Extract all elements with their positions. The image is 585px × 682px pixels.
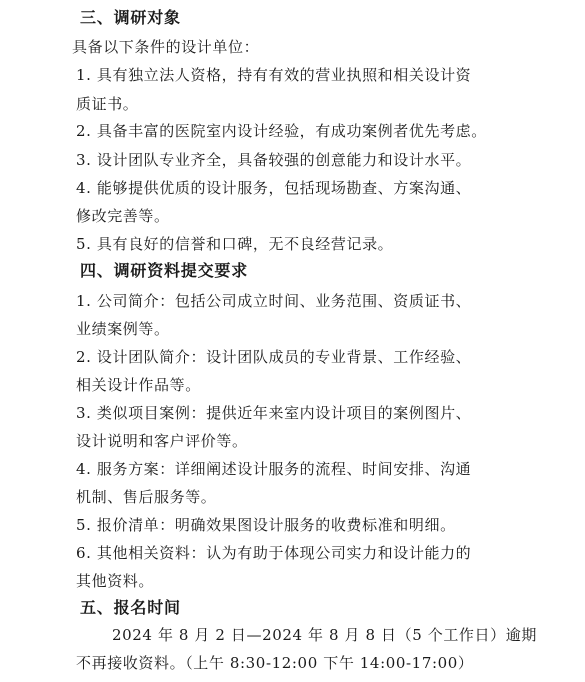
section-4-item-4-cont: 机制、售后服务等。 [76,488,217,506]
section-3-heading: 三、调研对象 [80,8,181,27]
section-4-item-5: 5. 报价清单：明确效果图设计服务的收费标准和明细。 [76,516,456,534]
section-4-item-3: 3. 类似项目案例：提供近年来室内设计项目的案例图片、 [76,404,472,422]
section-4-item-1: 1. 公司简介：包括公司成立时间、业务范围、资质证书、 [76,292,472,310]
section-4-item-6: 6. 其他相关资料：认为有助于体现公司实力和设计能力的 [76,544,472,562]
section-3-item-4-cont: 修改完善等。 [76,207,170,225]
section-4-item-3-cont: 设计说明和客户评价等。 [76,432,248,450]
registration-period-line-1: 2024 年 8 月 2 日—2024 年 8 月 8 日（5 个工作日）逾期 [112,626,537,644]
section-3-intro: 具备以下条件的设计单位： [72,38,260,56]
section-4-heading: 四、调研资料提交要求 [80,261,249,280]
section-4-item-1-cont: 业绩案例等。 [76,320,170,338]
section-4-item-2: 2. 设计团队简介：设计团队成员的专业背景、工作经验、 [76,348,472,366]
section-3-item-1-cont: 质证书。 [76,95,139,113]
section-3-item-3: 3. 设计团队专业齐全，具备较强的创意能力和设计水平。 [76,151,472,169]
section-3-item-2: 2. 具备丰富的医院室内设计经验，有成功案例者优先考虑。 [76,122,487,140]
registration-period-line-2: 不再接收资料。（上午 8:30-12:00 下午 14:00-17:00） [76,654,474,672]
section-4-item-2-cont: 相关设计作品等。 [76,376,201,394]
section-4-item-6-cont: 其他资料。 [76,572,155,590]
section-4-item-4: 4. 服务方案：详细阐述设计服务的流程、时间安排、沟通 [76,460,472,478]
section-3-item-5: 5. 具有良好的信誉和口碑，无不良经营记录。 [76,235,394,253]
section-3-item-1: 1. 具有独立法人资格，持有有效的营业执照和相关设计资 [76,66,472,84]
section-5-heading: 五、报名时间 [80,598,181,617]
section-3-item-4: 4. 能够提供优质的设计服务，包括现场勘查、方案沟通、 [76,179,472,197]
